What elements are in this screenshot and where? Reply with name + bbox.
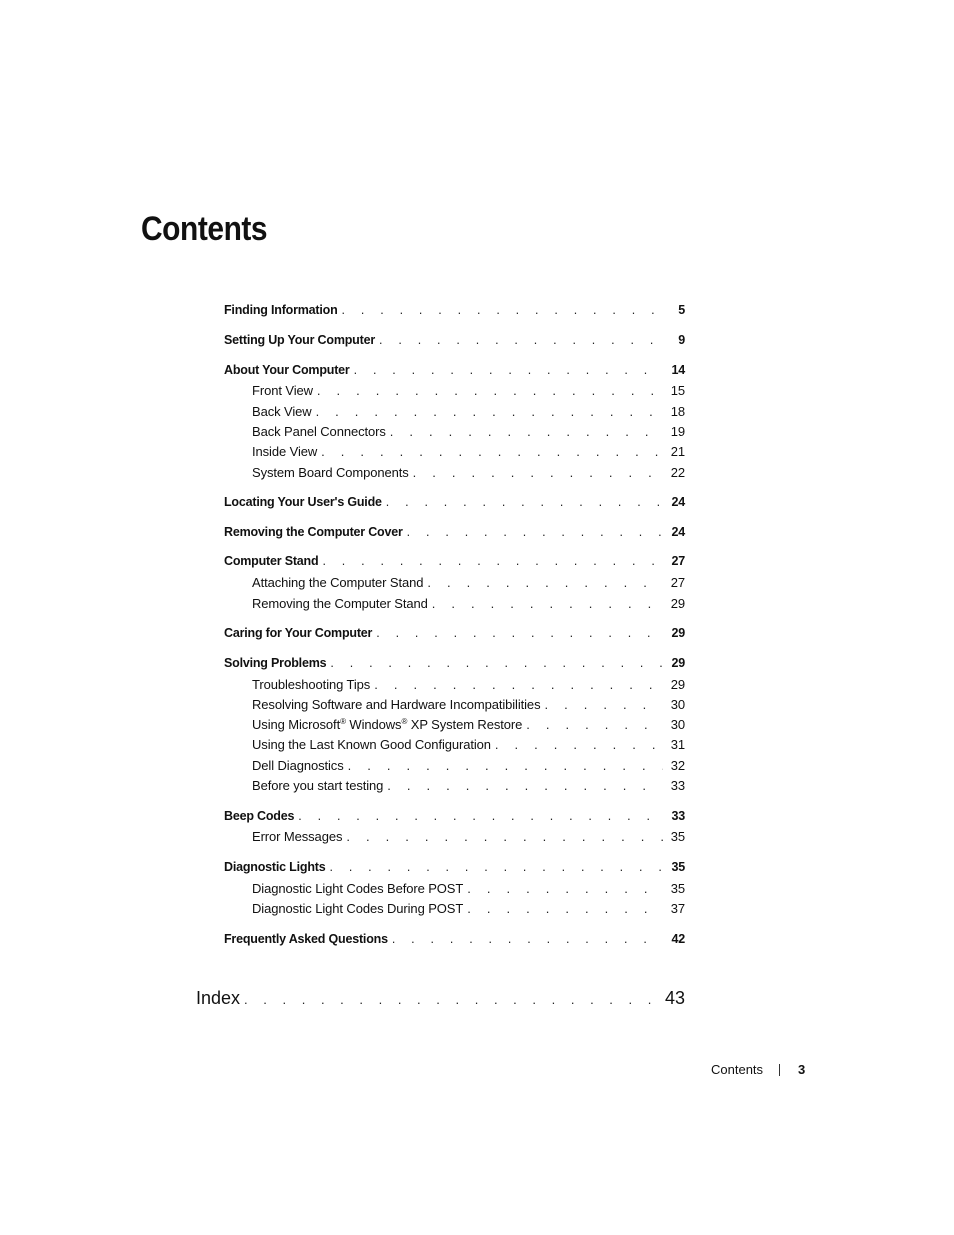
toc-entry-label: Troubleshooting Tips <box>252 677 371 692</box>
toc-entry-label: Diagnostic Lights <box>224 860 326 874</box>
toc-entry-light-codes-before-post[interactable] <box>252 879 685 899</box>
toc-entry-page: 32 <box>670 758 685 773</box>
dot-leader <box>348 756 663 776</box>
toc-entry-dell-diagnostics[interactable] <box>252 756 685 776</box>
dot-leader <box>354 360 663 380</box>
toc-entry-page: 30 <box>670 697 685 712</box>
footer-page-number: 3 <box>798 1062 806 1077</box>
dot-leader <box>317 381 663 401</box>
toc-entry-page: 27 <box>671 554 685 568</box>
toc-entry-attaching-stand[interactable] <box>252 573 685 593</box>
dot-leader <box>321 442 663 462</box>
toc-entry-label: Removing the Computer Stand <box>252 596 428 611</box>
dot-leader <box>413 463 663 483</box>
toc-entry-back-view[interactable] <box>252 402 685 422</box>
dot-leader <box>342 300 663 320</box>
toc-entry-label: Removing the Computer Cover <box>224 525 403 539</box>
toc-entry-troubleshooting-tips[interactable] <box>252 675 685 695</box>
toc-entry-page: 27 <box>670 575 685 590</box>
dot-leader <box>544 695 663 715</box>
toc-entry-page: 43 <box>664 988 685 1008</box>
toc-entry-label: Caring for Your Computer <box>224 626 373 640</box>
toc-entry-label: Resolving Software and Hardware Incompatibilities <box>252 697 541 712</box>
toc-entry-back-panel-connectors[interactable] <box>252 422 685 442</box>
toc-entry-locating-users-guide[interactable] <box>224 492 685 512</box>
toc-entry-removing-stand[interactable] <box>252 594 685 614</box>
dot-leader <box>467 899 663 919</box>
toc-entry-page: 31 <box>670 737 685 752</box>
toc-entry-beep-codes[interactable] <box>224 806 685 826</box>
dot-leader <box>329 857 663 877</box>
toc-entry-page: 29 <box>670 677 685 692</box>
dot-leader <box>298 806 663 826</box>
dot-leader <box>330 653 663 673</box>
toc-entry-page: 19 <box>670 424 685 439</box>
footer-section-label: Contents <box>711 1062 764 1077</box>
toc-entry-label: System Board Components <box>252 465 409 480</box>
dot-leader <box>386 492 663 512</box>
toc-entry-page: 15 <box>670 383 685 398</box>
toc-entry-system-board-components[interactable] <box>252 463 685 483</box>
toc-entry-page: 22 <box>670 465 685 480</box>
dot-leader <box>407 522 663 542</box>
dot-leader <box>374 675 663 695</box>
toc-entry-faq[interactable] <box>224 929 685 949</box>
dot-leader <box>526 715 663 735</box>
toc-entry-label: Attaching the Computer Stand <box>252 575 424 590</box>
toc-entry-label: Finding Information <box>224 303 338 317</box>
toc-entry-page: 33 <box>671 809 685 823</box>
toc-entry-label: Using the Last Known Good Configuration <box>252 737 491 752</box>
dot-leader <box>392 929 663 949</box>
toc-entry-page: 29 <box>670 596 685 611</box>
dot-leader <box>467 879 663 899</box>
toc-entry-label: Back View <box>252 404 312 419</box>
toc-entry-system-restore[interactable] <box>252 715 685 735</box>
toc-entry-page: 14 <box>671 363 685 377</box>
dot-leader <box>390 422 663 442</box>
dot-leader <box>427 573 663 593</box>
toc-entry-label: Dell Diagnostics <box>252 758 344 773</box>
toc-entry-label: Locating Your User's Guide <box>224 495 382 509</box>
toc-entry-label: About Your Computer <box>224 363 350 377</box>
toc-entry-page: 35 <box>670 881 685 896</box>
toc-entry-before-testing[interactable] <box>252 776 685 796</box>
toc-entry-label: Solving Problems <box>224 656 327 670</box>
toc-entry-finding-information[interactable] <box>224 300 685 320</box>
dot-leader <box>346 827 663 847</box>
toc-entry-page: 35 <box>670 829 685 844</box>
toc-entry-page: 24 <box>671 495 685 509</box>
toc-entry-last-known-good[interactable] <box>252 735 685 755</box>
toc-entry-page: 5 <box>678 303 685 317</box>
dot-leader <box>387 776 663 796</box>
toc-entry-page: 18 <box>670 404 685 419</box>
toc-entry-inside-view[interactable] <box>252 442 685 462</box>
toc-entry-label: Index <box>196 988 241 1008</box>
toc-entry-page: 37 <box>670 901 685 916</box>
toc-entry-index[interactable] <box>196 984 685 1012</box>
toc-entry-resolving-incompatibilities[interactable] <box>252 695 685 715</box>
toc-entry-page: 21 <box>670 444 685 459</box>
toc-entry-label: Back Panel Connectors <box>252 424 386 439</box>
toc-entry-front-view[interactable] <box>252 381 685 401</box>
toc-entry-page: 30 <box>670 717 685 732</box>
toc-entry-light-codes-during-post[interactable] <box>252 899 685 919</box>
dot-leader <box>379 330 663 350</box>
toc-entry-error-messages[interactable] <box>252 827 685 847</box>
dot-leader <box>432 594 663 614</box>
toc-entry-label: Setting Up Your Computer <box>224 333 375 347</box>
toc-entry-diagnostic-lights[interactable] <box>224 857 685 877</box>
toc-entry-about-your-computer[interactable] <box>224 360 685 380</box>
toc-entry-removing-cover[interactable] <box>224 522 685 542</box>
toc-entry-page: 33 <box>670 778 685 793</box>
toc-entry-computer-stand[interactable] <box>224 551 685 571</box>
toc-entry-page: 35 <box>671 860 685 874</box>
footer-divider <box>779 1064 780 1076</box>
toc-entry-label: Error Messages <box>252 829 343 844</box>
page-title: Contents <box>141 210 268 248</box>
dot-leader <box>244 986 661 1014</box>
toc-entry-label: Diagnostic Light Codes During POST <box>252 901 464 916</box>
toc-entry-label: Frequently Asked Questions <box>224 932 388 946</box>
dot-leader <box>316 402 663 422</box>
toc-entry-page: 24 <box>671 525 685 539</box>
toc-entry-caring[interactable] <box>224 623 685 643</box>
toc-entry-page: 29 <box>671 656 685 670</box>
toc-entry-label: Beep Codes <box>224 809 295 823</box>
toc-entry-label: Before you start testing <box>252 778 384 793</box>
toc-entry-label: Front View <box>252 383 313 398</box>
toc-entry-label: Inside View <box>252 444 318 459</box>
dot-leader <box>495 735 663 755</box>
toc-entry-page: 42 <box>671 932 685 946</box>
toc-entry-label: Using Microsoft® Windows® XP System Restore <box>252 717 523 732</box>
toc-entry-solving-problems[interactable] <box>224 653 685 673</box>
page-footer <box>711 1062 805 1077</box>
toc-entry-label: Computer Stand <box>224 554 319 568</box>
dot-leader <box>322 551 663 571</box>
toc-entry-page: 29 <box>671 626 685 640</box>
toc-entry-setting-up[interactable] <box>224 330 685 350</box>
toc-entry-page: 9 <box>678 333 685 347</box>
dot-leader <box>376 623 663 643</box>
toc-entry-label: Diagnostic Light Codes Before POST <box>252 881 464 896</box>
